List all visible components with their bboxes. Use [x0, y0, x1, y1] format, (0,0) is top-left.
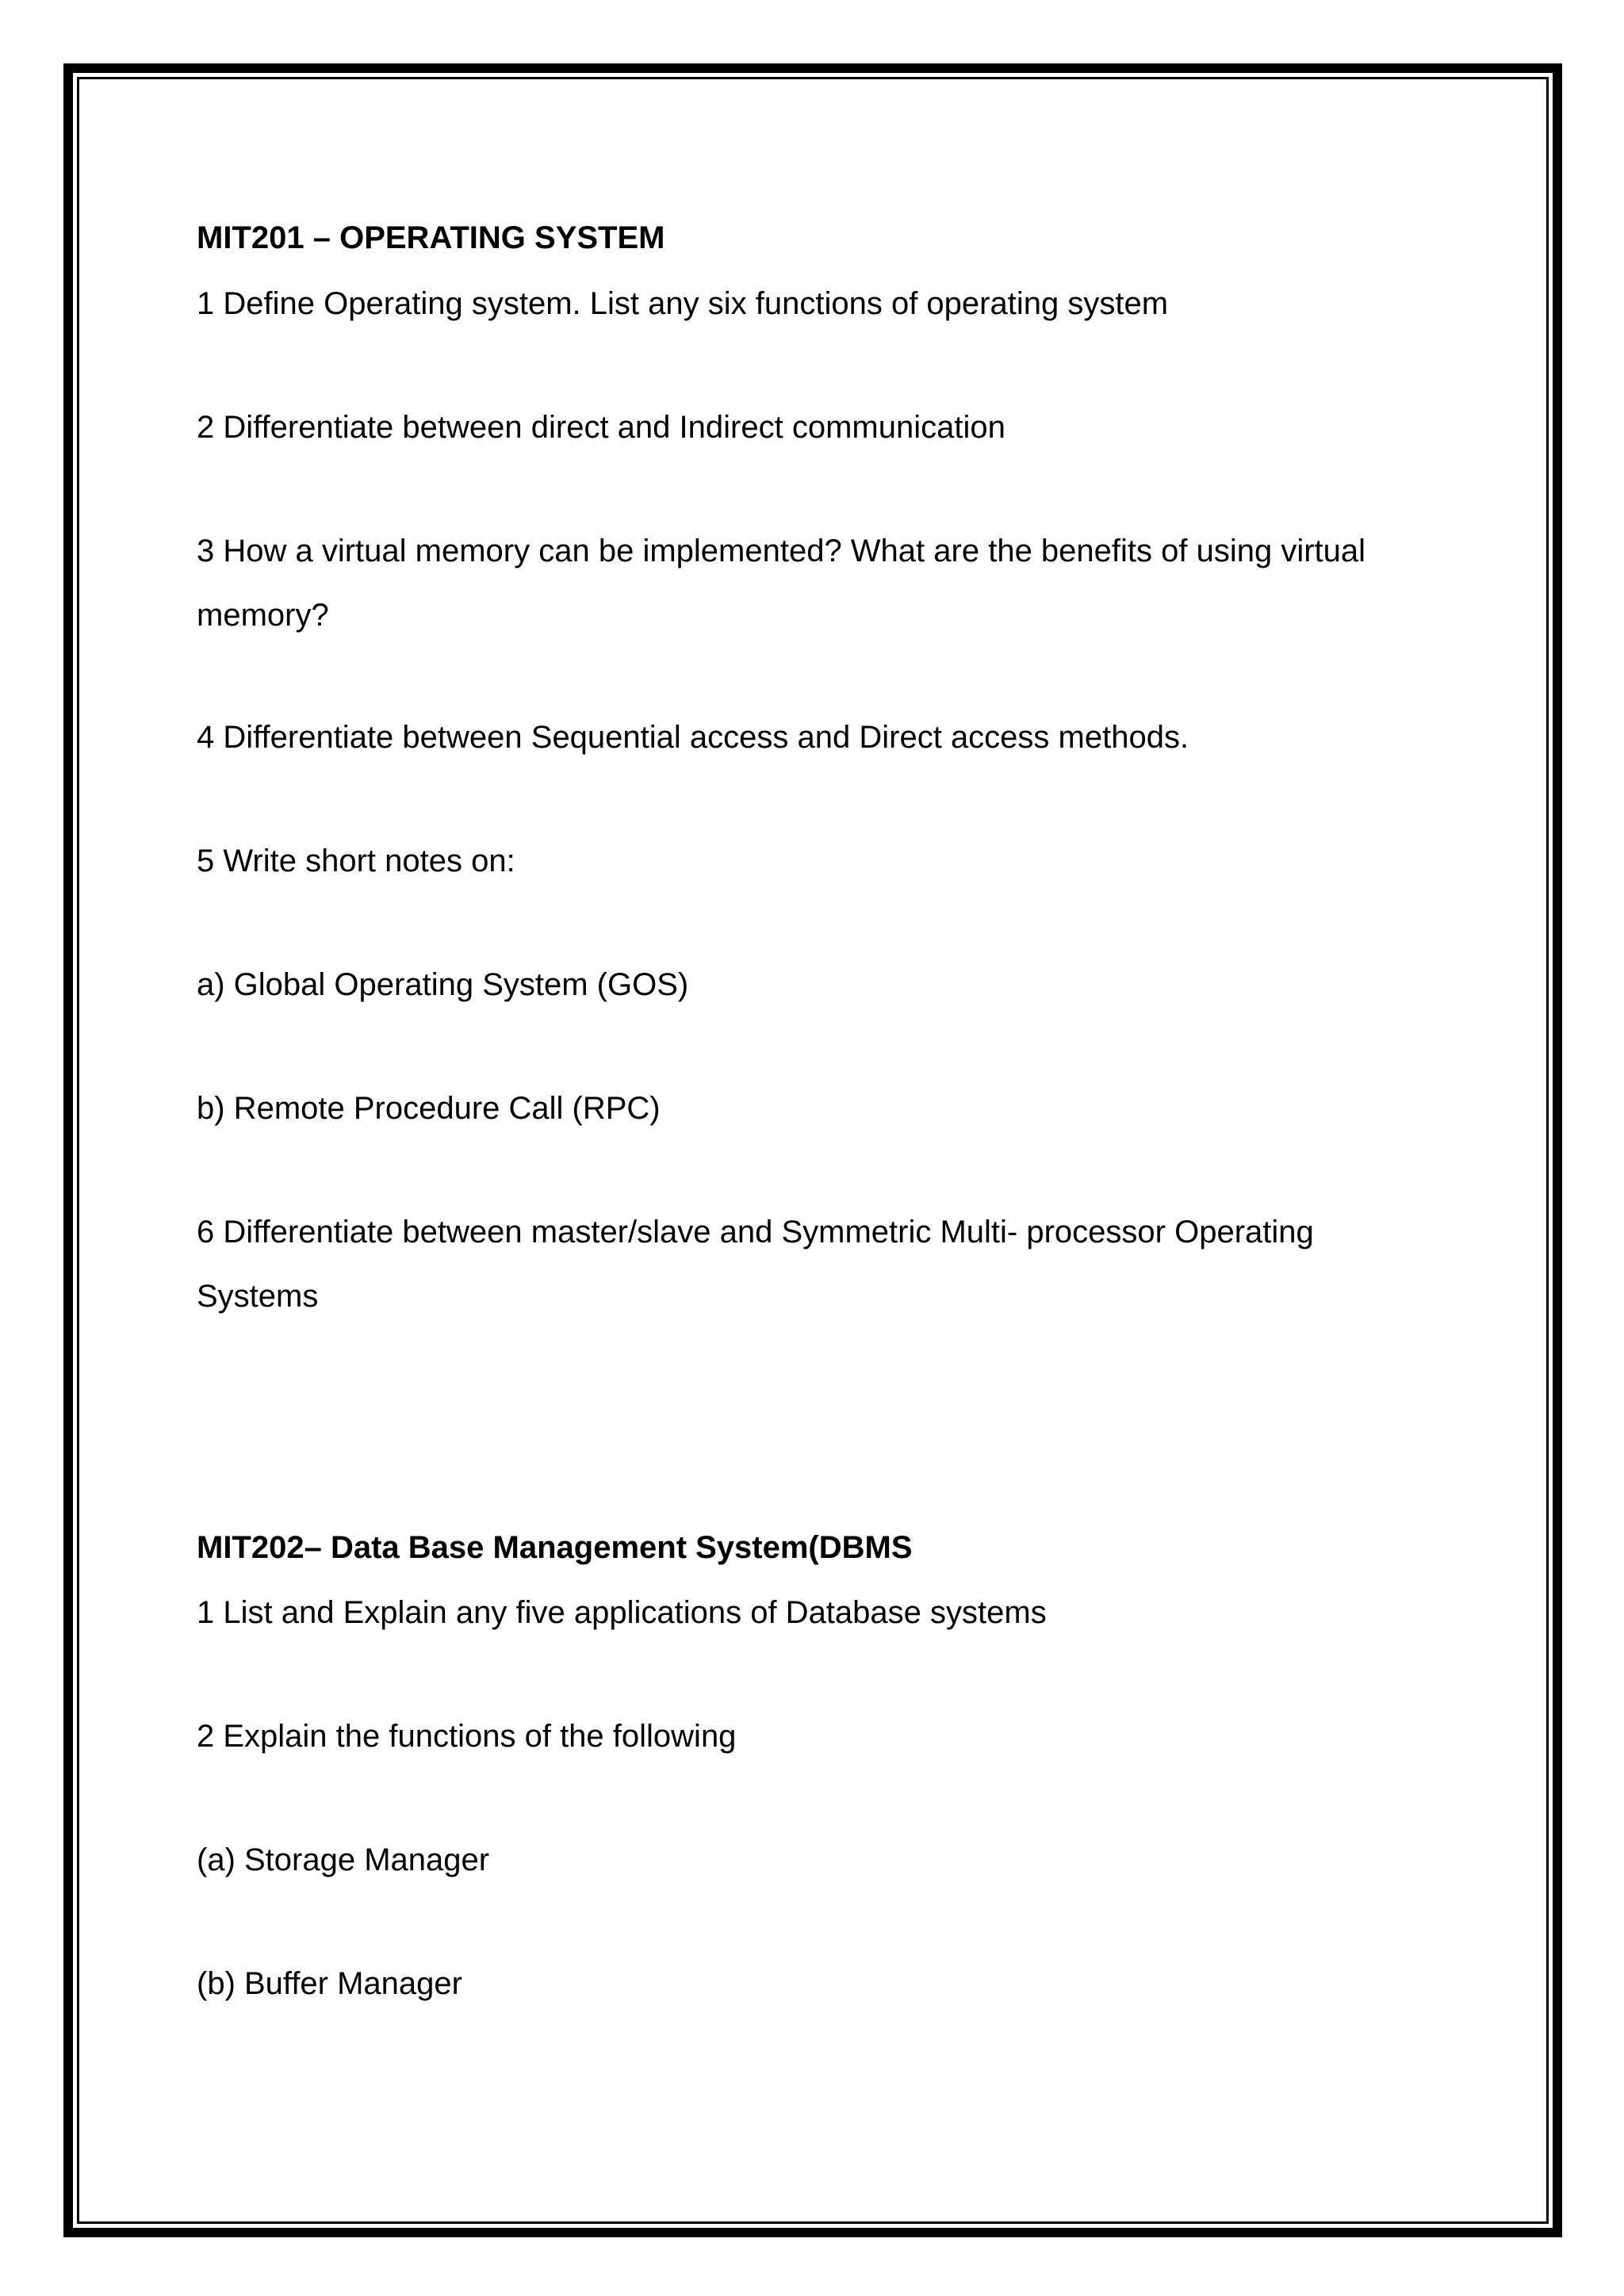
- section-1-question-1: 1 Define Operating system. List any six functions of operating system: [197, 286, 1169, 321]
- section-1-question-6-line-1: 6 Differentiate between master/slave and Symmetric Multi- processor Operating: [197, 1215, 1314, 1249]
- section-2-title: MIT202– Data Base Management System(DBMS: [197, 1530, 913, 1565]
- page-border-inner: [77, 77, 1549, 2224]
- section-1-question-6-line-2: Systems: [197, 1279, 319, 1314]
- section-2-question-2a: (a) Storage Manager: [197, 1843, 490, 1877]
- section-2-question-2: 2 Explain the functions of the following: [197, 1719, 737, 1754]
- section-1-question-3-line-1: 3 How a virtual memory can be implemented? What are the benefits of using virtual: [197, 534, 1366, 568]
- section-1-question-3-line-2: memory?: [197, 598, 329, 633]
- section-1-question-5b: b) Remote Procedure Call (RPC): [197, 1091, 661, 1126]
- section-2-question-1: 1 List and Explain any five applications of Database systems: [197, 1595, 1047, 1630]
- section-2-question-2b: (b) Buffer Manager: [197, 1966, 462, 2001]
- section-1-question-5: 5 Write short notes on:: [197, 844, 515, 878]
- section-1-question-4: 4 Differentiate between Sequential access and Direct access methods.: [197, 720, 1189, 755]
- section-1-question-5a: a) Global Operating System (GOS): [197, 967, 689, 1002]
- section-1-question-2: 2 Differentiate between direct and Indirect communication: [197, 410, 1005, 445]
- section-1-title: MIT201 – OPERATING SYSTEM: [197, 220, 665, 255]
